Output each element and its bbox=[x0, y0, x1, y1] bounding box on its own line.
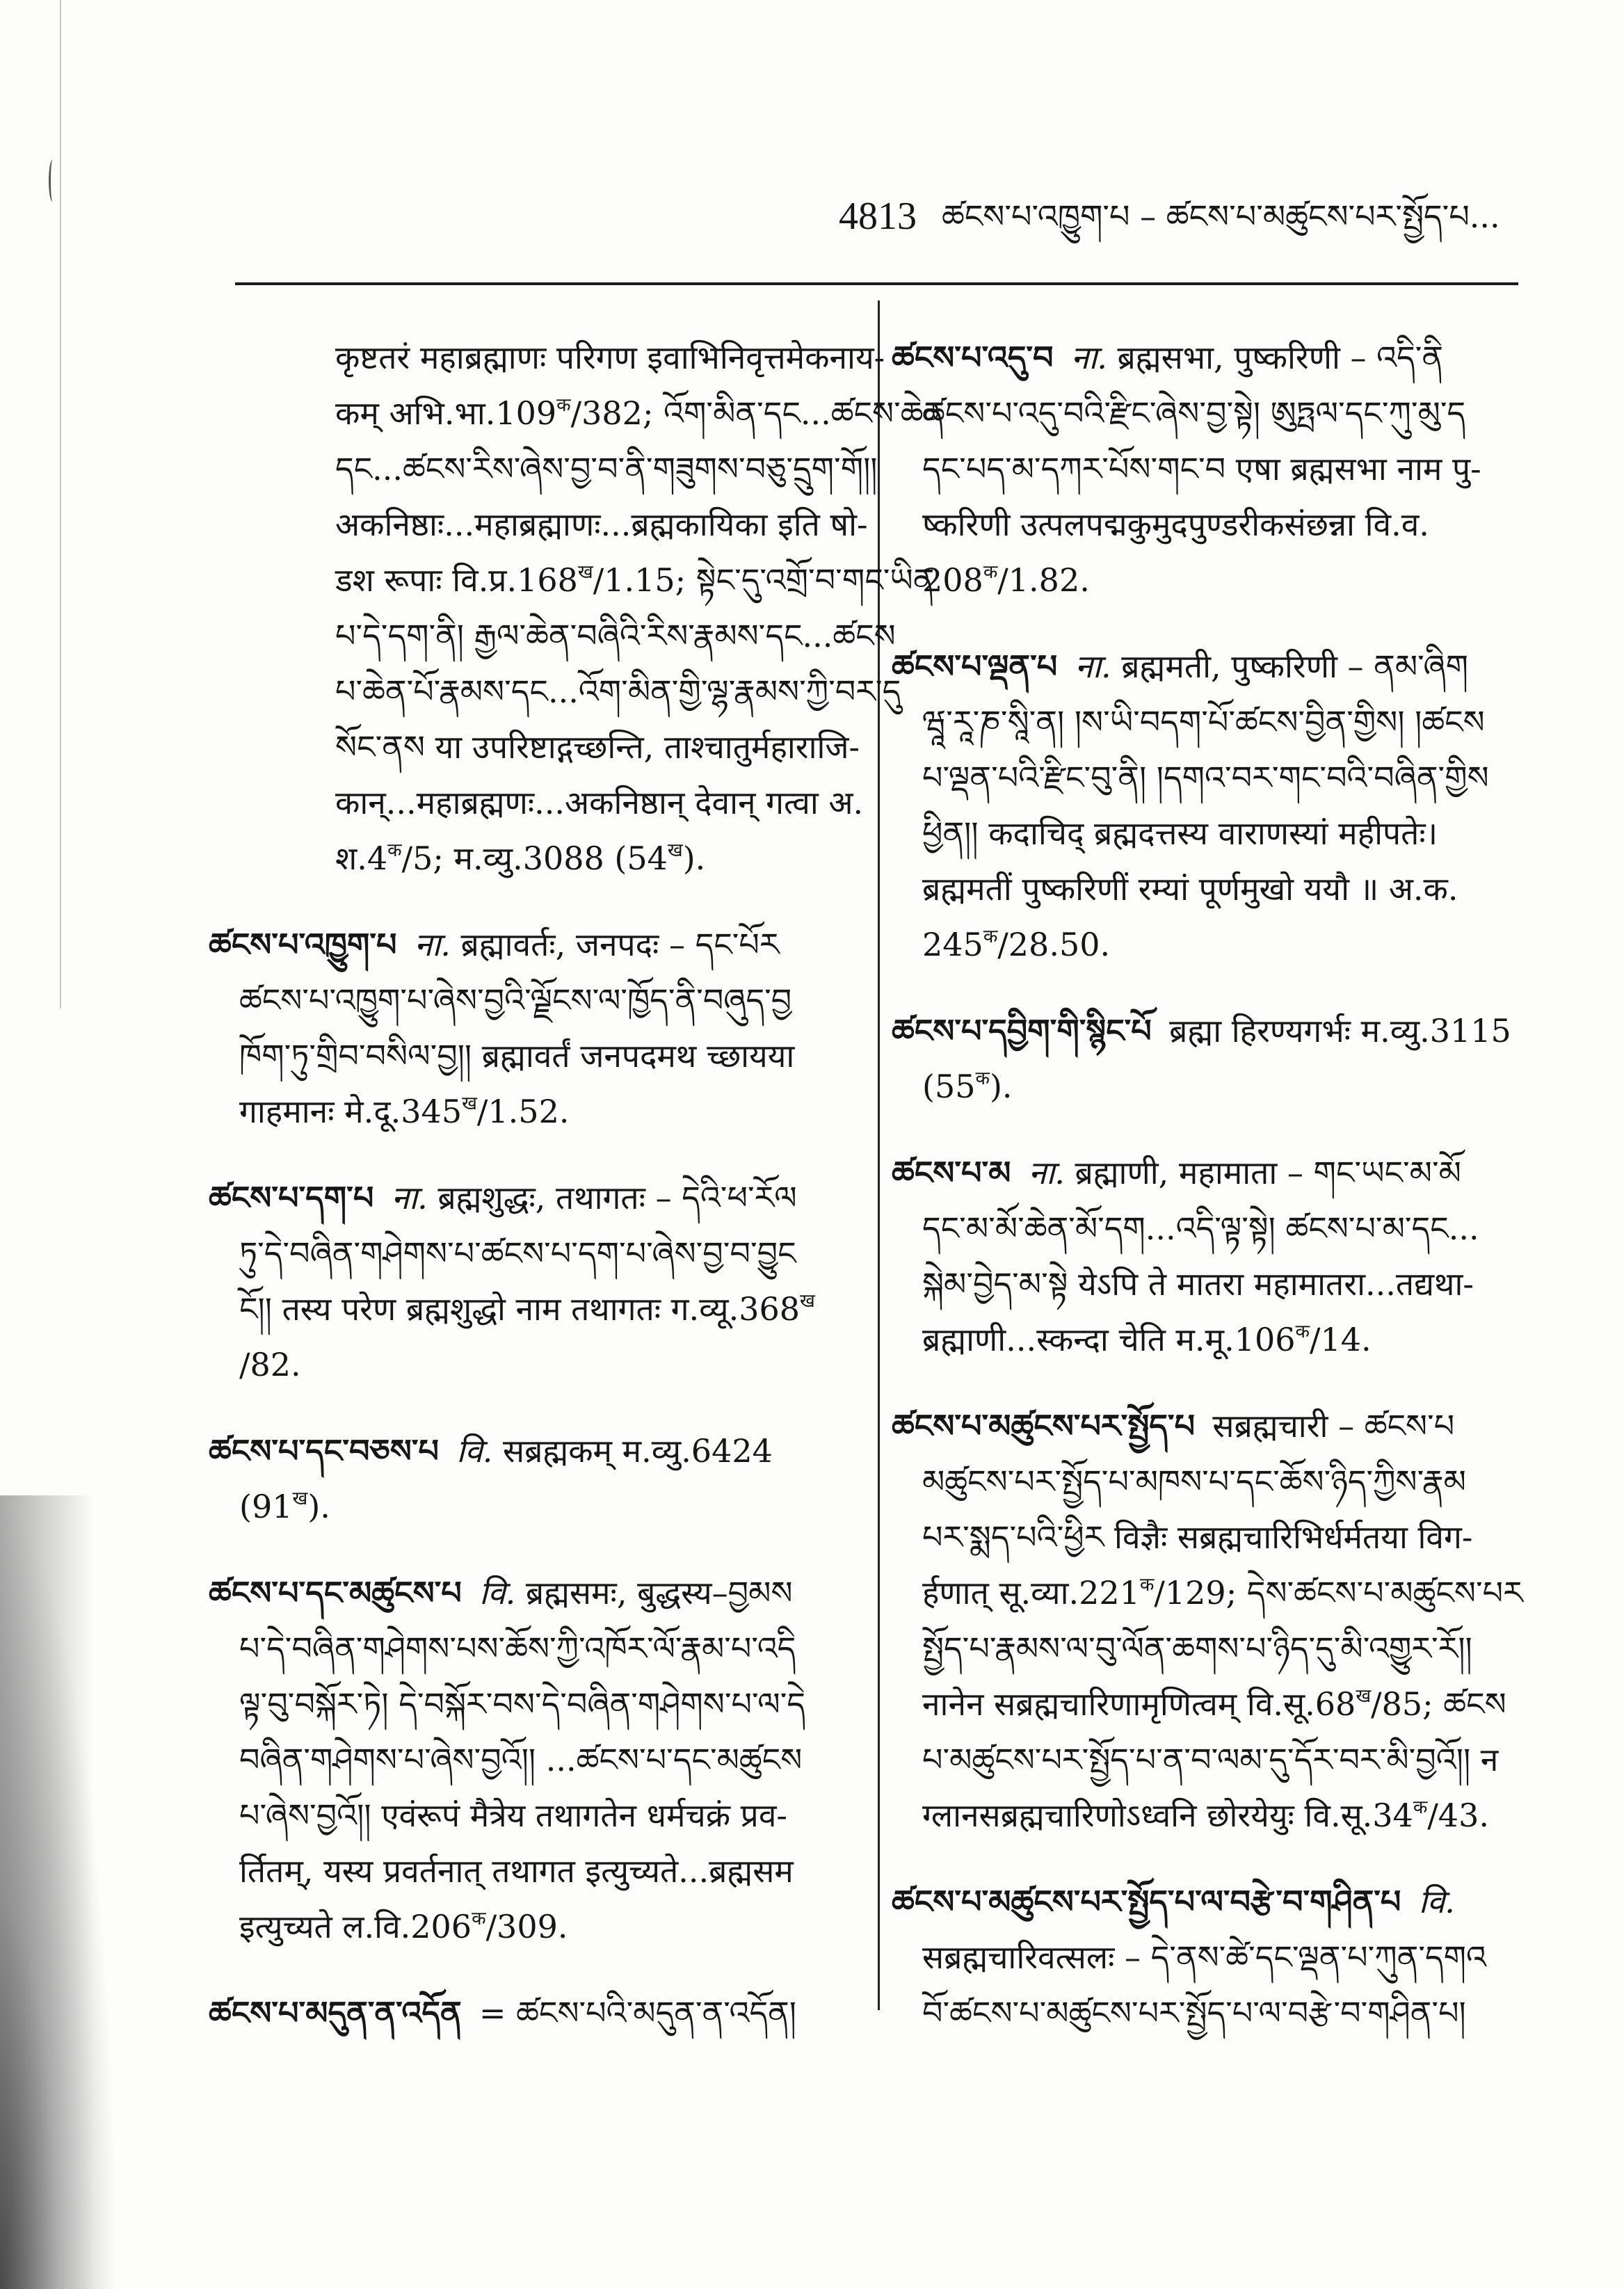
folio-superscript: क bbox=[1413, 1797, 1428, 1819]
dictionary-entry bbox=[209, 330, 945, 886]
dictionary-entry bbox=[209, 1423, 845, 1534]
text-line bbox=[892, 750, 1535, 805]
text-line bbox=[892, 1874, 1535, 1929]
folio-superscript: ख bbox=[577, 561, 593, 584]
headword: ཚངས་པ་དང་མཚུངས་པ bbox=[209, 1574, 462, 1612]
text-run: ངོ།། तस्य परेण ब्रह्मशुद्धो नाम तथागतः ग.व्यू.368 bbox=[239, 1290, 800, 1328]
text-line bbox=[209, 1676, 845, 1732]
text-run: ཕྱིན།། कदाचिद् ब्रह्मदत्तस्य वाराणस्यां महीपतेः। bbox=[922, 814, 1438, 852]
text-line bbox=[892, 330, 1535, 385]
text-line bbox=[892, 1312, 1535, 1367]
folio-superscript: क bbox=[1139, 1574, 1155, 1596]
text-run: ཝཱ་རཱ་ཎ་སཱི་ན། །ས་ཡི་བདག་པོ་ཚངས་བྱིན་གྱིས། །ཚངས bbox=[922, 703, 1485, 741]
grammar-abbreviation: ना. bbox=[1070, 339, 1107, 376]
text-line bbox=[892, 1059, 1535, 1114]
text-run: ब्रह्मसमः, बुद्धस्य–བྱམས bbox=[515, 1574, 793, 1612]
text-line bbox=[892, 1145, 1535, 1200]
headword: ཚངས་པ་དང་བཅས་པ bbox=[209, 1432, 439, 1470]
text-run: སྤྱོད་པ་རྣམས་ལ་བུ་ལོན་ཆགས་པ་ཉིད་དུ་མི་འགྱུར་རོ།། bbox=[922, 1630, 1472, 1667]
folio-superscript: क bbox=[387, 840, 402, 862]
scan-edge-shadow bbox=[0, 1495, 118, 2289]
dictionary-entry bbox=[209, 1565, 845, 1954]
text-run: 208 bbox=[922, 561, 983, 599]
text-run: པ་ལྡན་པའི་རྫིང་བུ་ནི། །དགའ་བར་གང་བའི་བཞིན་གྱིས bbox=[922, 759, 1489, 796]
text-line bbox=[892, 385, 1535, 441]
text-run: /82. bbox=[239, 1346, 301, 1383]
text-line bbox=[892, 1454, 1535, 1509]
grammar-abbreviation: वि. bbox=[456, 1432, 493, 1470]
text-run: श.4 bbox=[335, 840, 388, 877]
dictionary-entry bbox=[892, 1003, 1535, 1114]
text-line bbox=[892, 917, 1535, 972]
text-run: कम् अभि.भा.109 bbox=[335, 394, 557, 432]
headword: ཚངས་པ་དག་པ bbox=[209, 1179, 374, 1216]
text-line bbox=[892, 694, 1535, 750]
text-run: /28.50. bbox=[997, 926, 1111, 963]
text-run: /1.82. bbox=[997, 561, 1090, 599]
text-run: कृष्टतरं महाब्रह्माणः परिगण इवाभिनिवृत्तमेकनाय- bbox=[335, 339, 885, 376]
text-run: /14. bbox=[1309, 1321, 1372, 1358]
text-line bbox=[892, 1788, 1535, 1843]
headword: ཚངས་པ་མ bbox=[892, 1154, 1011, 1191]
text-line bbox=[209, 1281, 845, 1337]
text-line bbox=[209, 1843, 845, 1899]
text-line bbox=[892, 1509, 1535, 1565]
text-run: कान्...महाब्रह्मणः...अकनिष्ठान् देवान् गत्वा अ. bbox=[335, 784, 864, 821]
text-run: དང་པད་མ་དཀར་པོས་གང་བ एषा ब्रह्मसभा नाम पु- bbox=[922, 450, 1481, 488]
dictionary-entry bbox=[209, 1985, 845, 2041]
text-run: མཚུངས་པར་སྤྱོད་པ་མཁས་པ་དང་ཆོས་ཉིད་ཀྱིས་རྣམ bbox=[922, 1463, 1466, 1500]
text-line bbox=[209, 1899, 845, 1954]
text-line bbox=[892, 1003, 1535, 1059]
text-run: इत्युच्यते ल.वि.206 bbox=[239, 1908, 472, 1945]
text-line bbox=[892, 861, 1535, 917]
text-run: र्हणात् सू.व्या.221 bbox=[922, 1574, 1140, 1612]
text-line bbox=[209, 497, 868, 552]
text-run: सब्रह्मचारिवत्सलः – དེ་ནས་ཚེ་དང་ལྡན་པ་ཀུན་དགའ bbox=[922, 1938, 1487, 1976]
headword: ཚངས་པ་མཚུངས་པར་སྤྱོད་པ་ལ་བརྩེ་བ་གཤིན་པ bbox=[892, 1883, 1401, 1920]
scan-edge-mark bbox=[49, 160, 56, 202]
text-run: ). bbox=[989, 1068, 1013, 1105]
text-line bbox=[892, 497, 1535, 552]
text-run: ཏུ་དེ་བཞིན་གཤེགས་པ་ཚངས་པ་དག་པ་ཞེས་བྱ་བ་བྱུང bbox=[239, 1235, 796, 1272]
text-line bbox=[892, 1676, 1535, 1732]
text-run: /43. bbox=[1427, 1797, 1489, 1834]
scan-edge-line bbox=[60, 0, 61, 1009]
text-line bbox=[892, 1200, 1535, 1256]
text-line bbox=[209, 1337, 845, 1392]
text-line bbox=[209, 1985, 845, 2041]
text-line bbox=[209, 1788, 845, 1843]
text-run: དང...ཚངས་རིས་ཞེས་བྱ་བ་ནི་གཟུགས་བཅུ་དྲུག་གོ།། bbox=[335, 450, 878, 488]
text-run: ཁོག་ཏུ་གྲིབ་བསིལ་བྱ།། ब्रह्मावर्तं जनपदमथ च्छायया bbox=[239, 1037, 795, 1075]
right-column bbox=[892, 330, 1535, 2277]
text-run: र्तितम्, यस्य प्रवर्तनात् तथागत इत्युच्यते...ब्रह्मसम bbox=[239, 1852, 794, 1890]
text-line bbox=[209, 1423, 845, 1479]
text-run: པ་ཆེན་པོ་རྣམས་དང...འོག་མིན་གྱི་ལྷ་རྣམས་ཀྱི་བར་དུ bbox=[335, 673, 901, 710]
text-run: པར་སྨད་པའི་ཕྱིར विज्ञैः सब्रह्मचारिभिर्धर्मतया विग- bbox=[922, 1518, 1473, 1556]
text-line bbox=[209, 1028, 845, 1084]
text-run: ལྟ་བུ་བསྐོར་ཏེ། དེ་བསྐོར་བས་དེ་བཞིན་གཤེགས་པ་ལ་དེ bbox=[239, 1685, 806, 1723]
text-run: ब्रह्मशुद्धः, तथागतः – དེའི་ཕ་རོལ bbox=[427, 1179, 797, 1216]
text-run: ब्रह्माणी...स्कन्दा चेति म.मू.106 bbox=[922, 1321, 1296, 1358]
folio-superscript: ख bbox=[800, 1290, 815, 1312]
text-run: ब्रह्मा हिरण्यगर्भः म.व्यु.3115 bbox=[1169, 1012, 1511, 1050]
text-run: डश रूपाः वि.प्र.168 bbox=[335, 561, 578, 599]
grammar-abbreviation: ना. bbox=[1028, 1154, 1065, 1191]
grammar-abbreviation: ना. bbox=[414, 926, 451, 963]
folio-superscript: ख bbox=[462, 1093, 477, 1115]
text-run: ཚངས་པ་འདུ་བའི་རྫིང་ཞེས་བྱ་སྟེ། ཨུཏྤལ་དང་ཀུ་མུ་ད bbox=[922, 394, 1466, 432]
text-run: /129; དེས་ཚངས་པ་མཚུངས་པར bbox=[1154, 1574, 1523, 1612]
headword: ཚངས་པ་མདུན་ན་འདོན bbox=[209, 1994, 462, 2032]
text-run: སོང་ནས या उपरिष्टाद्गच्छन्ति, ताश्चातुर्महाराजि- bbox=[335, 728, 860, 766]
text-run: /309. bbox=[485, 1908, 568, 1945]
text-line bbox=[209, 1479, 845, 1534]
text-line bbox=[209, 775, 864, 830]
text-run: /5; म.व्यु.3088 (54 bbox=[401, 840, 668, 877]
text-line bbox=[209, 1170, 845, 1226]
dictionary-entry bbox=[892, 1145, 1535, 1367]
text-run: པ་དེ་བཞིན་གཤེགས་པས་ཆོས་ཀྱི་འཁོར་ལོ་རྣམ་པ་འདི bbox=[239, 1630, 796, 1667]
left-column bbox=[209, 330, 945, 2277]
text-line bbox=[209, 441, 878, 497]
folio-superscript: क bbox=[556, 394, 571, 417]
text-line bbox=[892, 1732, 1535, 1788]
text-line bbox=[209, 1084, 845, 1139]
text-run: ब्रह्मसभा, पुष्करिणी – འདི་ནི bbox=[1107, 339, 1444, 376]
text-line bbox=[892, 638, 1535, 694]
page-number: 4813 bbox=[839, 195, 917, 238]
text-run: བོ་ཚངས་པ་མཚུངས་པར་སྤྱོད་པ་ལ་བརྩེ་བ་གཤིན་པ། bbox=[922, 1994, 1466, 2032]
text-run: ग्लानसब्रह्मचारिणोऽध्वनि छोरयेयुः वि.सू.34 bbox=[922, 1797, 1413, 1834]
grammar-abbreviation: वि. bbox=[479, 1574, 516, 1612]
text-line bbox=[892, 1621, 1535, 1676]
headword: ཚངས་པ་ལྡན་པ bbox=[892, 648, 1058, 685]
folio-superscript: क bbox=[983, 926, 998, 948]
headword: ཚངས་པ་འདུ་བ bbox=[892, 339, 1054, 376]
text-run: ཚངས་པ་འཁྱུག་པ་ཞེས་བྱའི་ལྗོངས་ལ་ཁྱོད་ནི་བཞུད་བྱ bbox=[239, 981, 792, 1019]
text-run: ). bbox=[682, 840, 706, 877]
text-run: 245 bbox=[922, 926, 983, 963]
text-line bbox=[209, 330, 885, 385]
text-line bbox=[892, 1929, 1535, 1985]
text-run: /1.52. bbox=[476, 1093, 570, 1130]
text-run: ष्करिणी उत्पलपद्मकुमुदपुण्डरीकसंछन्ना वि.व. bbox=[922, 506, 1429, 543]
text-run: /85; ཚངས bbox=[1371, 1685, 1506, 1723]
text-line bbox=[209, 917, 845, 972]
text-line bbox=[892, 805, 1535, 861]
text-run: नानेन सब्रह्मचारिणामृणित्वम् वि.सू.68 bbox=[922, 1685, 1356, 1723]
folio-superscript: क bbox=[975, 1068, 990, 1090]
text-line bbox=[209, 719, 860, 775]
dictionary-entry bbox=[892, 638, 1535, 972]
text-line bbox=[209, 1621, 845, 1676]
dictionary-entry bbox=[892, 1874, 1535, 2041]
text-run: = ཚངས་པའི་མདུན་ན་འདོན། bbox=[479, 1994, 797, 2032]
text-run: ब्रह्ममतीं पुष्करिणीं रम्यां पूर्णमुखो ययौ ॥ अ.क. bbox=[922, 870, 1458, 908]
text-line bbox=[209, 1565, 845, 1621]
folio-superscript: क bbox=[1295, 1321, 1310, 1343]
text-line bbox=[892, 1256, 1535, 1312]
text-line bbox=[209, 552, 935, 608]
text-run: དང་མ་མོ་ཆེན་མོ་དག...འདི་ལྟ་སྟེ། ཚངས་པ་མ་དང... bbox=[922, 1210, 1479, 1247]
text-line bbox=[209, 385, 945, 441]
text-run: (55 bbox=[922, 1068, 976, 1105]
text-run: པ་མཚུངས་པར་སྤྱོད་པ་ན་བ་ལམ་དུ་དོར་བར་མི་བྱའོ།། न bbox=[922, 1741, 1499, 1778]
text-run: गाहमानः मे.दू.345 bbox=[239, 1093, 463, 1130]
text-run: /1.15; སྟེང་དུ་འགྲོ་བ་གང་ཡིན bbox=[593, 561, 935, 599]
folio-superscript: ख bbox=[292, 1488, 308, 1510]
grammar-abbreviation: ना. bbox=[391, 1179, 428, 1216]
text-run: སྐེམ་བྱེད་མ་སྟེ येऽपि ते मातरा महामातरा...तद्यथा- bbox=[922, 1265, 1474, 1303]
dictionary-entry bbox=[892, 330, 1535, 608]
grammar-abbreviation: वि. bbox=[1418, 1883, 1455, 1920]
headword: ཚངས་པ་མཚུངས་པར་སྤྱོད་པ bbox=[892, 1407, 1196, 1445]
text-run: सब्रह्मचारी – ཚངས་པ bbox=[1212, 1407, 1455, 1445]
text-line bbox=[209, 664, 901, 719]
text-run: བཞིན་གཤེགས་པ་ཞེས་བྱའོ།། ...ཚངས་པ་དང་མཚུངས bbox=[239, 1741, 803, 1778]
text-line bbox=[892, 441, 1535, 497]
text-run: (91 bbox=[239, 1488, 293, 1525]
text-line bbox=[209, 830, 845, 886]
text-line bbox=[892, 552, 1535, 608]
dictionary-entry bbox=[209, 1170, 845, 1392]
text-line bbox=[209, 972, 845, 1028]
headword: ཚངས་པ་འཁྱུག་པ bbox=[209, 926, 397, 963]
text-line bbox=[892, 1565, 1535, 1621]
text-run: ). bbox=[307, 1488, 330, 1525]
folio-superscript: क bbox=[472, 1908, 486, 1930]
dictionary-entry bbox=[209, 917, 845, 1139]
text-run: ब्रह्ममती, पुष्करिणी – ནམ་ཞིག bbox=[1111, 648, 1468, 685]
header-rule bbox=[235, 282, 1518, 285]
running-head: ཚངས་པ་འཁྱུག་པ – ཚངས་པ་མཚུངས་པར་སྤྱོད་པ... bbox=[942, 198, 1500, 235]
folio-superscript: ख bbox=[667, 840, 683, 862]
text-line bbox=[892, 1398, 1535, 1454]
text-run: ब्रह्माणी, महामाता – གང་ཡང་མ་མོ bbox=[1064, 1154, 1461, 1191]
text-run: ब्रह्मावर्तः, जनपदः – དང་པོར bbox=[450, 926, 780, 963]
text-run: པ་ཞེས་བྱའོ།། एवंरूपं मैत्रेय तथागतेन धर्मचक्रं प्रव- bbox=[239, 1797, 787, 1834]
text-line bbox=[209, 608, 896, 664]
text-line bbox=[892, 1985, 1535, 2041]
grammar-abbreviation: ना. bbox=[1075, 648, 1111, 685]
dictionary-entry bbox=[892, 1398, 1535, 1843]
text-line bbox=[209, 1732, 845, 1788]
text-run: सब्रह्मकम् म.व्यु.6424 bbox=[492, 1432, 773, 1470]
text-run: པ་དེ་དག་ནི། རྒྱལ་ཆེན་བཞིའི་རིས་རྣམས་དང...ཚངས bbox=[335, 617, 896, 654]
headword: ཚངས་པ་དབྱིག་གི་སྙིང་པོ bbox=[892, 1012, 1152, 1050]
text-run: /382; འོག་མིན་དང...ཚངས་ཆེན bbox=[570, 394, 945, 432]
folio-superscript: ख bbox=[1356, 1685, 1372, 1708]
text-run: अकनिष्ठाः...महाब्रह्माणः...ब्रह्मकायिका इति षो- bbox=[335, 506, 868, 543]
folio-superscript: क bbox=[983, 561, 998, 584]
text-line bbox=[209, 1226, 845, 1281]
